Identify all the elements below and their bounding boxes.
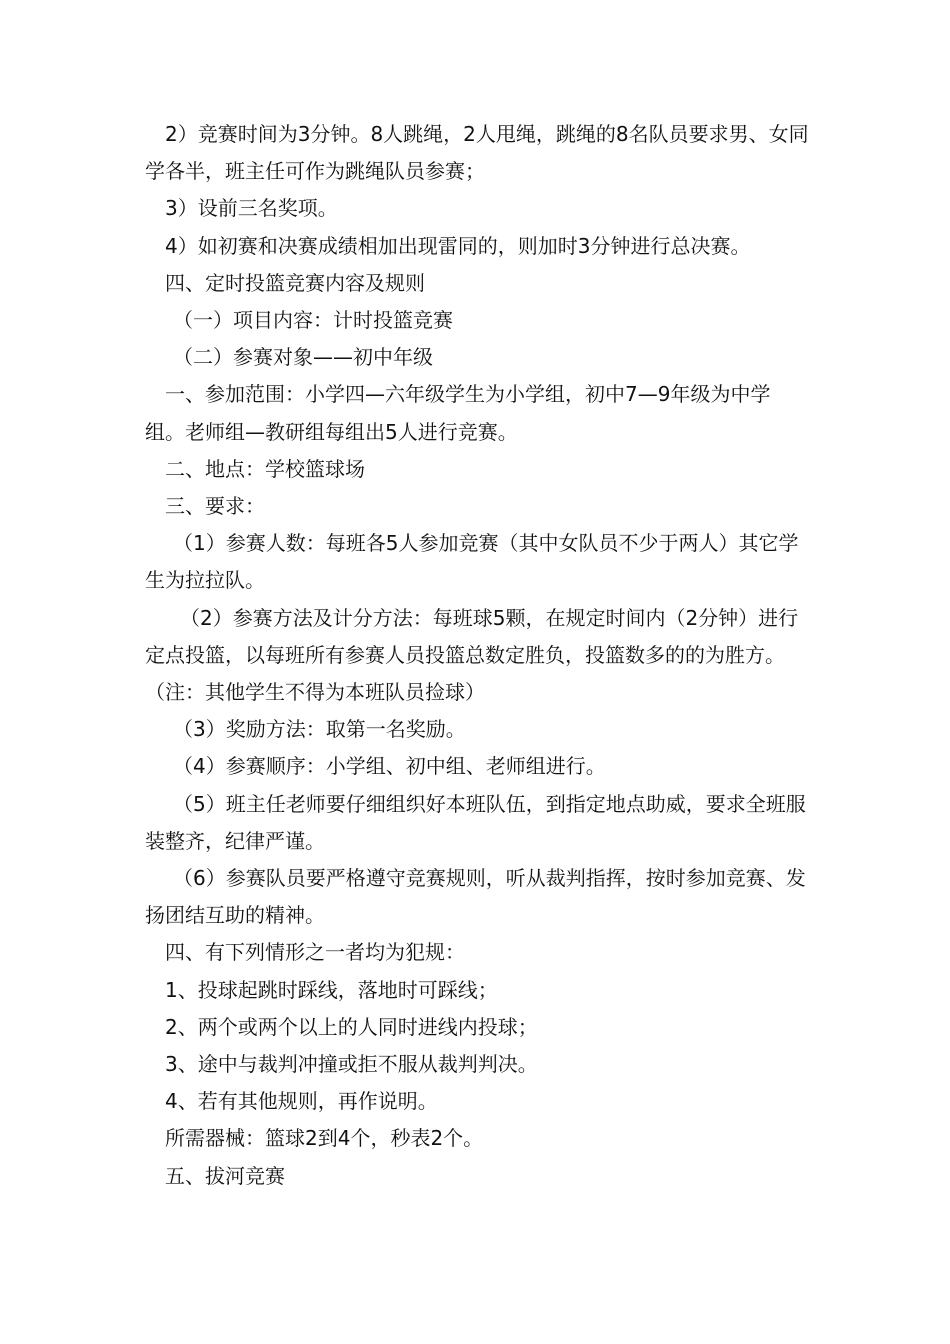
section-heading-basketball: 四、定时投篮竞赛内容及规则 [165, 270, 425, 295]
paragraph-foul-4: 4、若有其他规则，再作说明。 [165, 1089, 438, 1114]
paragraph-location: 二、地点：学校篮球场 [165, 456, 365, 481]
paragraph-rope-time: 2）竞赛时间为3分钟。8人跳绳，2人甩绳，跳绳的8名队员要求男、女同学各半，班主任可作为跳绳队员参赛； [145, 122, 809, 184]
paragraph-item-content: （一）项目内容：计时投篮竞赛 [173, 308, 453, 333]
paragraph-req-2: （2）参赛方法及计分方法：每班球5颗，在规定时间内（2分钟）进行定点投篮，以每班所有参赛人员投篮总数定胜负，投篮数多的的为胜方。（注：其他学生不得为本班队员捡球） [145, 605, 799, 705]
paragraph-rope-tiebreak: 4）如初赛和决赛成绩相加出现雷同的，则加时3分钟进行总决赛。 [165, 233, 751, 258]
paragraph-scope: 一、参加范围：小学四—六年级学生为小学组，初中7—9年级为中学组。老师组—教研组每组出5人进行竞赛。 [145, 382, 771, 444]
paragraph-req-3: （3）奖励方法：取第一名奖励。 [173, 717, 466, 742]
paragraph-participants: （二）参赛对象——初中年级 [173, 345, 433, 370]
paragraph-equipment: 所需器械：篮球2到4个，秒表2个。 [165, 1126, 484, 1151]
paragraph-rope-awards: 3）设前三名奖项。 [165, 196, 338, 221]
paragraph-req-5: （5）班主任老师要仔细组织好本班队伍，到指定地点助威，要求全班服装整齐，纪律严谨。 [145, 791, 806, 853]
paragraph-req-6: （6）参赛队员要严格遵守竞赛规则，听从裁判指挥，按时参加竞赛、发扬团结互助的精神。 [145, 866, 806, 928]
paragraph-foul-1: 1、投球起跳时踩线，落地时可踩线； [165, 977, 498, 1002]
document-body [145, 116, 810, 1195]
section-heading-fouls: 四、有下列情形之一者均为犯规： [165, 940, 465, 965]
paragraph-foul-2: 2、两个或两个以上的人同时进线内投球； [165, 1014, 538, 1039]
paragraph-req-4: （4）参赛顺序：小学组、初中组、老师组进行。 [173, 754, 606, 779]
section-heading-tug-of-war: 五、拔河竞赛 [165, 1163, 285, 1188]
paragraph-requirements-heading: 三、要求： [165, 494, 265, 519]
paragraph-req-1: （1）参赛人数：每班各5人参加竞赛（其中女队员不少于两人）其它学生为拉拉队。 [145, 531, 799, 593]
paragraph-foul-3: 3、途中与裁判冲撞或拒不服从裁判判决。 [165, 1052, 538, 1077]
